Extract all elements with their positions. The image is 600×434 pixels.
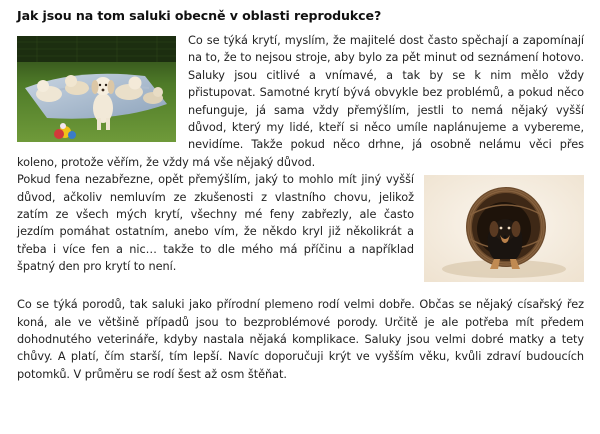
paragraph-mating: Co se týká krytí, myslím, že majitelé dost často spěchají a zapomínají na to, že to nejsou stroje, aby bylo za pět minut od seznámení hotovo. Saluky jsou citlivé a vnímavé, a tak by se k nim mělo vždy přistupovat. Samotné krytí bývá obvykle bez problémů, a pokud něco nefunguje, já sama vždy přemýšlím, jestli to nemá nějaký vyšší důvod, který my lidé, kteří si něco umíle naplánujeme a vybereme, nevidíme. Takže pokud něco drhne, já osobně nelámu věci přes koleno, protože věřím, že vždy má vše nějaký důvod. [17,34,584,169]
paragraph-conception: Pokud fena nezabřezne, opět přemýšlím, jaký to mohlo mít jiný vyšší důvod, ačkoliv nemluvím ze zkušenosti z vlastního chovu, jelikož zatím ze všech mých krytí, všechny mé feny zabřezly, ale často jezdím pomáhat ostatním, anebo vím, že někdo kryl již několikrát a třeba i více fen a nic… takže to dle mého má příčinu a například špatný den pro krytí to není. [17,173,414,274]
puppies-on-blanket-photo [17,36,176,142]
paragraph-birth: Co se týká porodů, tak saluki jako přírodní plemeno rodí velmi dobře. Občas se nějaký císařský řez koná, ale ve většině případů jsou to bezproblémové porody. Určitě je ale potřeba mít předem dohodnutého veterináře, kdyby nastala nějaká komplikace. Saluky jsou velmi dobré matky a tety chůvy. A platí, čím starší, tím lepší. Navíc doporučuji krýt ve vyšším věku, kvůli zdraví budoucích potomků. V průměru se rodí šest až osm štěňat. [17,298,584,381]
section-heading: Jak jsou na tom saluki obecně v oblasti reprodukce? [17,8,382,23]
dog-in-wicker-tunnel-photo [424,175,584,282]
